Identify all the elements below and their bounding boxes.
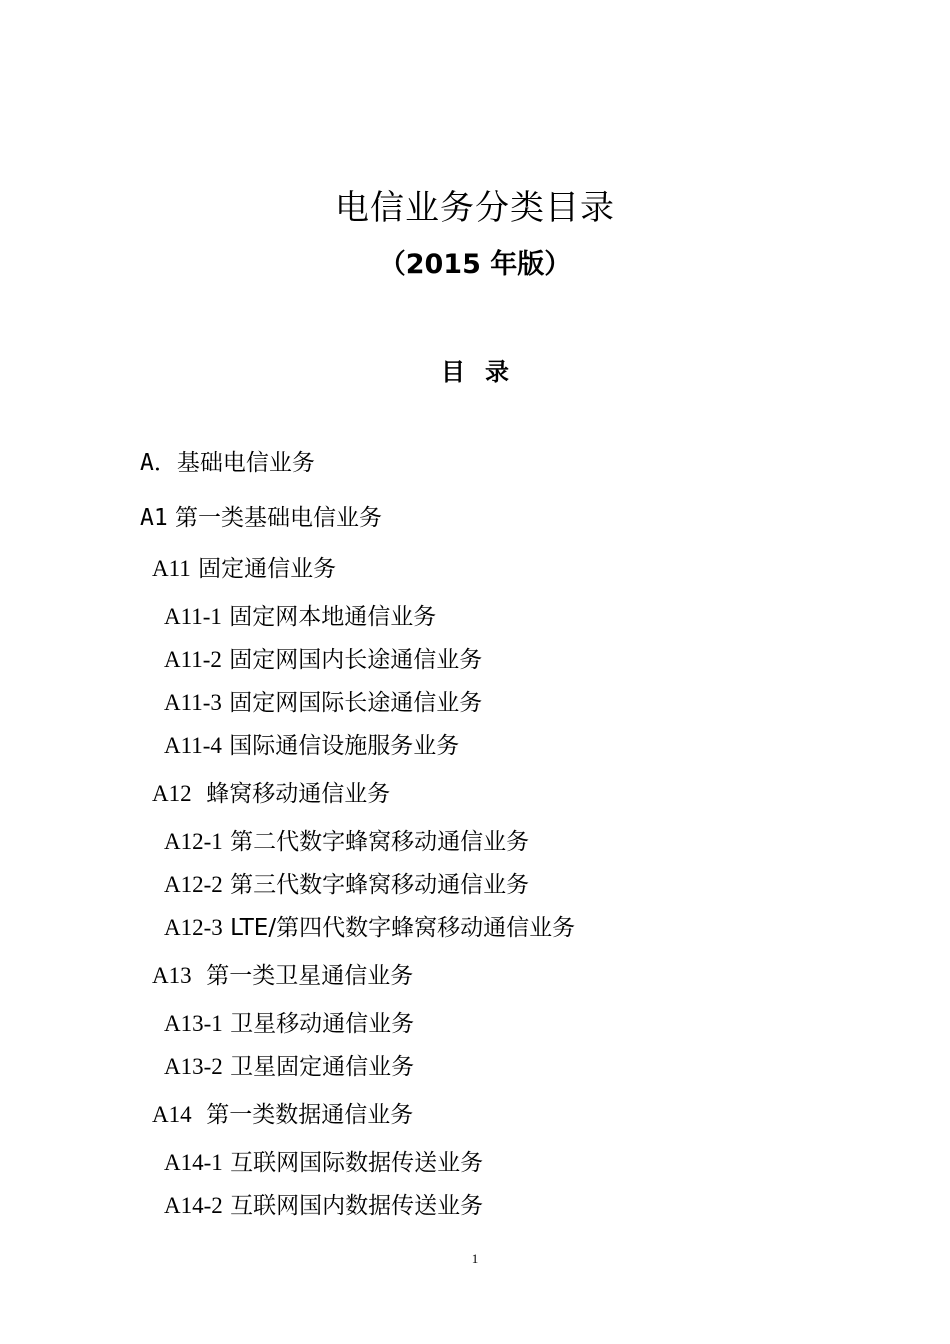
toc-entry-a12-1 xyxy=(164,827,529,857)
toc-entry-text: 固定通信业务 xyxy=(198,556,337,582)
toc-entry-a14-1 xyxy=(164,1148,483,1178)
document-edition: （2015 年版） xyxy=(378,249,572,280)
toc-entry-text: 卫星固定通信业务 xyxy=(230,1054,415,1080)
toc-entry-code: A11-2 xyxy=(164,647,222,672)
toc-entry-text: 基础电信业务 xyxy=(176,450,315,476)
toc-entry-code: A14-1 xyxy=(164,1150,223,1175)
toc-entry-text: 互联网国际数据传送业务 xyxy=(230,1150,484,1176)
toc-entry-text: 卫星移动通信业务 xyxy=(230,1011,415,1037)
toc-entry-a11-3 xyxy=(164,688,482,718)
toc-entry-text: 第一类卫星通信业务 xyxy=(206,963,414,989)
toc-entry-a13 xyxy=(152,961,413,991)
toc-entry-a11-4 xyxy=(164,731,459,761)
toc-entry-text: 固定网国内长途通信业务 xyxy=(229,647,483,673)
page-number: 1 xyxy=(471,1251,479,1266)
toc-entry-text: 固定网国际长途通信业务 xyxy=(229,690,483,716)
toc-entry-code: A13 xyxy=(152,963,192,988)
toc-entry-code: A12-2 xyxy=(164,872,223,897)
toc-entry-text: 固定网本地通信业务 xyxy=(229,604,437,630)
toc-entry-a11-1 xyxy=(164,602,436,632)
toc-entry-code: A14 xyxy=(152,1102,192,1127)
toc-entry-a1 xyxy=(140,503,382,533)
toc-entry-a11-2 xyxy=(164,645,482,675)
toc-entry-text: 第三代数字蜂窝移动通信业务 xyxy=(230,872,530,898)
toc-entry-a14 xyxy=(152,1100,413,1130)
toc-entry-code: A1 xyxy=(140,505,168,531)
toc-entry-a13-1 xyxy=(164,1009,414,1039)
toc-entry-code: A11-3 xyxy=(164,690,222,715)
toc-entry-text: 第一类数据通信业务 xyxy=(206,1102,414,1128)
toc-entry-code: A． xyxy=(140,450,177,476)
toc-entry-code: A13-2 xyxy=(164,1054,223,1079)
toc-entry-text: 蜂窝移动通信业务 xyxy=(206,781,391,807)
toc-entry-code: A12-3 xyxy=(164,915,223,940)
toc-entry-code: A12-1 xyxy=(164,829,223,854)
toc-entry-a12 xyxy=(152,779,390,809)
toc-entry-a13-2 xyxy=(164,1052,414,1082)
toc-entry-text: 第二代数字蜂窝移动通信业务 xyxy=(230,829,530,855)
toc-entry-text: 互联网国内数据传送业务 xyxy=(230,1193,484,1219)
toc-entry-code: A11 xyxy=(152,556,191,581)
toc-entry-a12-2 xyxy=(164,870,529,900)
toc-entry-a xyxy=(140,448,315,478)
toc-heading: 目录 xyxy=(441,358,529,386)
toc-entry-a14-2 xyxy=(164,1191,483,1221)
toc-entry-code: A14-2 xyxy=(164,1193,223,1218)
toc-entry-code: A11-1 xyxy=(164,604,222,629)
toc-entry-a12-3 xyxy=(164,913,575,943)
toc-entry-a11 xyxy=(152,554,336,584)
toc-entry-text: 第一类基础电信业务 xyxy=(175,505,383,531)
toc-entry-text: 国际通信设施服务业务 xyxy=(229,733,460,759)
toc-entry-code: A12 xyxy=(152,781,192,806)
document-title: 电信业务分类目录 xyxy=(335,188,615,228)
toc-entry-text: LTE/第四代数字蜂窝移动通信业务 xyxy=(230,915,576,941)
toc-entry-code: A11-4 xyxy=(164,733,222,758)
toc-entry-code: A13-1 xyxy=(164,1011,223,1036)
